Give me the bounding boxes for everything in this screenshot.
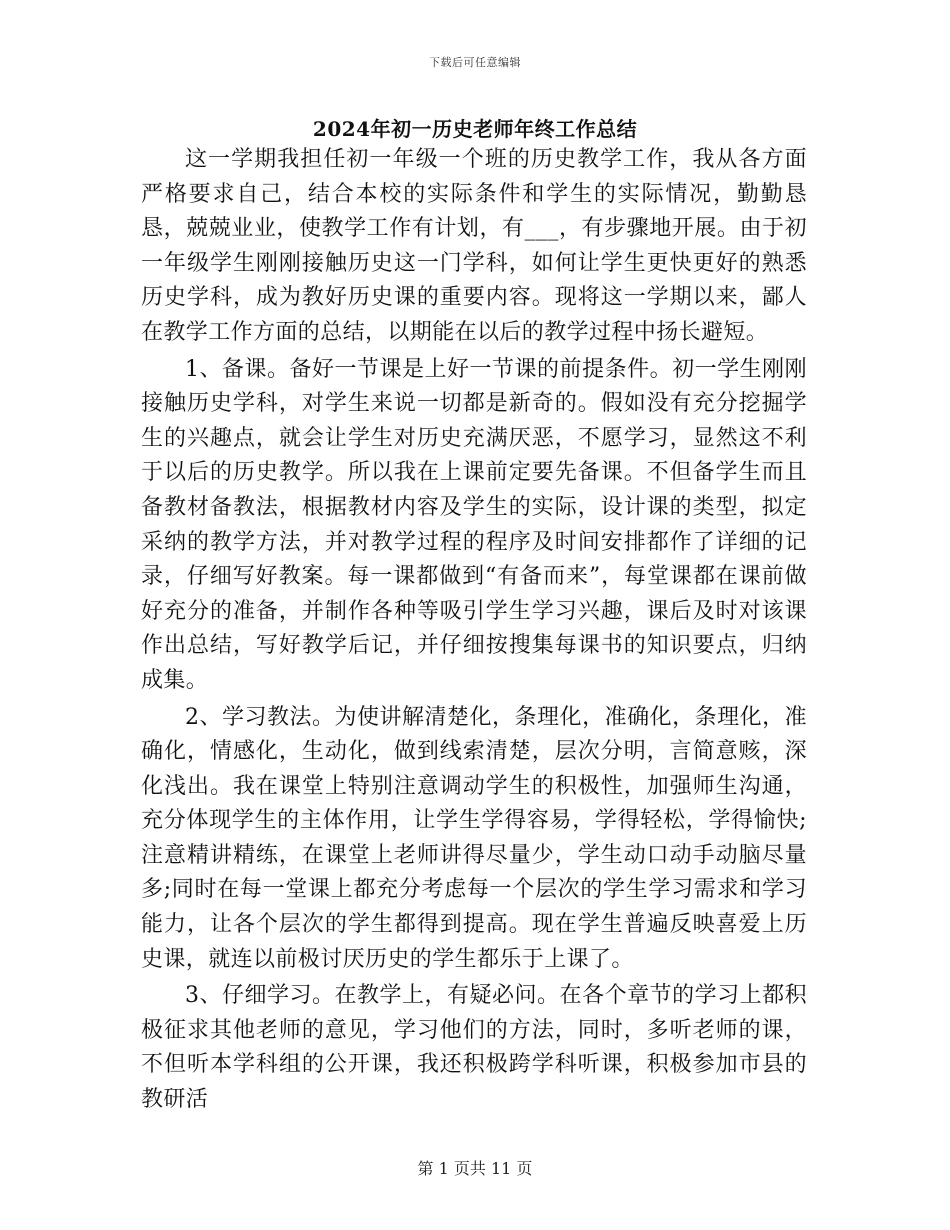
paragraph-intro: 这一学期我担任初一年级一个班的历史教学工作，我从各方面严格要求自己，结合本校的实际条件和学生的实际情况，勤勤恳恳，兢兢业业，使教学工作有计划，有___，有步骤地开展。由于初一年级学生刚刚接触历史这一门学科，如何让学生更快更好的熟悉历史学科，成为教好历史课的重要内容。现将这一学期以来，鄙人在教学工作方面的总结，以期能在以后的教学过程中扬长避短。 <box>141 147 807 345</box>
page-header: 下载后可任意编辑 <box>429 56 521 69</box>
page-number-footer: 第 1 页共 11 页 <box>417 1159 533 1178</box>
document-body <box>141 143 807 1120</box>
paragraph-teaching-method: 2、学习教法。为使讲解清楚化，条理化，准确化，条理化，准确化，情感化，生动化，做到线索清楚，层次分明，言简意赅，深化浅出。我在课堂上特别注意调动学生的积极性，加强师生沟通，充分体现学生的主体作用，让学生学得容易，学得轻松，学得愉快;注意精讲精练，在课堂上老师讲得尽量少，学生动口动手动脑尽量多;同时在每一堂课上都充分考虑每一个层次的学生学习需求和学习能力，让各个层次的学生都得到提高。现在学生普遍反映喜爱上历史课，就连以前极讨厌历史的学生都乐于上课了。 <box>141 704 807 972</box>
paragraph-careful-study: 3、仔细学习。在教学上，有疑必问。在各个章节的学习上都积极征求其他老师的意见，学习他们的方法，同时，多听老师的课，不但听本学科组的公开课，我还积极跨学科听课，积极参加市县的教研活 <box>141 983 807 1113</box>
document-title: 2024年初一历史老师年终工作总结 <box>312 117 638 141</box>
paragraph-lesson-prep: 1、备课。备好一节课是上好一节课的前提条件。初一学生刚刚接触历史学科，对学生来说一切都是新奇的。假如没有充分挖掘学生的兴趣点，就会让学生对历史充满厌恶，不愿学习，显然这不利于以后的历史教学。所以我在上课前定要先备课。不但备学生而且备教材备教法，根据教材内容及学生的实际，设计课的类型，拟定采纳的教学方法，并对教学过程的程序及时间安排都作了详细的记录，仔细写好教案。每一课都做到“有备而来”，每堂课都在课前做好充分的准备，并制作各种等吸引学生学习兴趣，课后及时对该课作出总结，写好教学后记，并仔细按搜集每课书的知识要点，归纳成集。 <box>141 356 807 693</box>
